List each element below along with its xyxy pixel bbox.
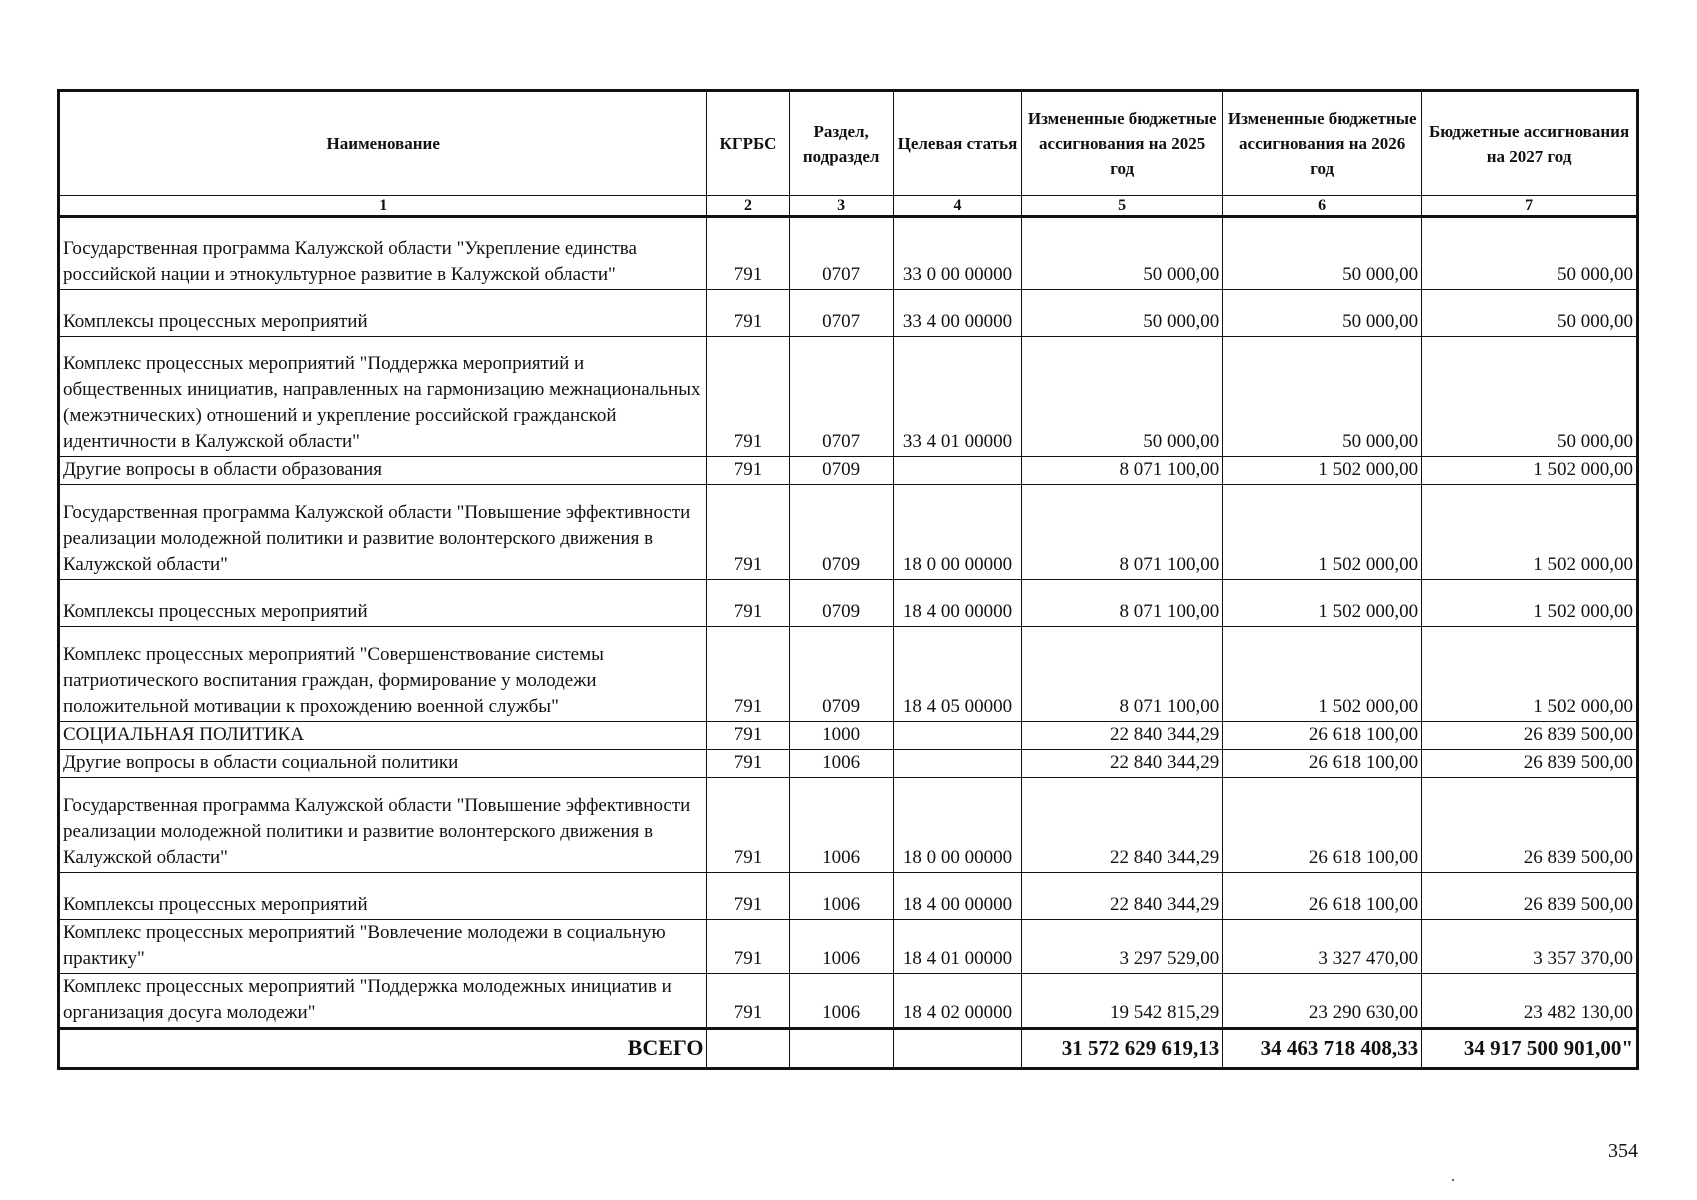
row-target-article: 33 4 00 00000 <box>893 290 1021 337</box>
row-name: Государственная программа Калужской области "Повышение эффективности реализации молодежной политики и развитие волонтерского движения в Калужской области" <box>59 778 707 873</box>
column-number: 4 <box>893 196 1021 217</box>
row-section: 1006 <box>789 974 893 1029</box>
row-name: Комплекс процессных мероприятий "Поддержка молодежных инициатив и организация досуга молодежи" <box>59 974 707 1029</box>
table-row <box>59 337 1638 457</box>
row-section: 0709 <box>789 580 893 627</box>
row-amount-2027: 23 482 130,00 <box>1422 974 1638 1029</box>
row-amount-2025: 22 840 344,29 <box>1022 722 1223 750</box>
total-empty-cell <box>893 1029 1021 1069</box>
row-target-article: 18 4 00 00000 <box>893 873 1021 920</box>
total-label: ВСЕГО <box>59 1029 707 1069</box>
column-number: 5 <box>1022 196 1223 217</box>
total-empty-cell <box>789 1029 893 1069</box>
row-amount-2025: 50 000,00 <box>1022 290 1223 337</box>
header-2025: Измененные бюджетные ассигнования на 2025 год <box>1022 91 1223 196</box>
row-section: 0707 <box>789 290 893 337</box>
row-amount-2025: 50 000,00 <box>1022 217 1223 290</box>
column-number: 7 <box>1422 196 1638 217</box>
row-section: 0709 <box>789 485 893 580</box>
table-row <box>59 778 1638 873</box>
table-row <box>59 627 1638 722</box>
header-row <box>59 91 1638 196</box>
header-2026: Измененные бюджетные ассигнования на 2026 год <box>1223 91 1422 196</box>
header-target-article: Целевая статья <box>893 91 1021 196</box>
row-amount-2027: 26 839 500,00 <box>1422 722 1638 750</box>
row-amount-2025: 8 071 100,00 <box>1022 485 1223 580</box>
table-row <box>59 920 1638 974</box>
row-target-article <box>893 722 1021 750</box>
row-kgrbs: 791 <box>707 920 789 974</box>
table-body <box>59 217 1638 1069</box>
row-amount-2025: 50 000,00 <box>1022 337 1223 457</box>
table-row <box>59 580 1638 627</box>
column-number: 3 <box>789 196 893 217</box>
row-amount-2027: 26 839 500,00 <box>1422 778 1638 873</box>
row-amount-2026: 1 502 000,00 <box>1223 580 1422 627</box>
row-amount-2025: 22 840 344,29 <box>1022 750 1223 778</box>
column-number: 6 <box>1223 196 1422 217</box>
row-amount-2025: 8 071 100,00 <box>1022 457 1223 485</box>
row-amount-2025: 3 297 529,00 <box>1022 920 1223 974</box>
row-amount-2026: 26 618 100,00 <box>1223 750 1422 778</box>
total-2025: 31 572 629 619,13 <box>1022 1029 1223 1069</box>
column-number-row <box>59 196 1638 217</box>
row-amount-2026: 23 290 630,00 <box>1223 974 1422 1029</box>
row-name: Другие вопросы в области образования <box>59 457 707 485</box>
total-2026: 34 463 718 408,33 <box>1223 1029 1422 1069</box>
total-2027: 34 917 500 901,00" <box>1422 1029 1638 1069</box>
header-2027: Бюджетные ассигнования на 2027 год <box>1422 91 1638 196</box>
row-amount-2027: 1 502 000,00 <box>1422 627 1638 722</box>
row-name: Комплексы процессных мероприятий <box>59 873 707 920</box>
row-kgrbs: 791 <box>707 217 789 290</box>
row-kgrbs: 791 <box>707 873 789 920</box>
row-amount-2027: 50 000,00 <box>1422 290 1638 337</box>
row-amount-2025: 8 071 100,00 <box>1022 627 1223 722</box>
row-name: Комплексы процессных мероприятий <box>59 290 707 337</box>
row-amount-2027: 1 502 000,00 <box>1422 485 1638 580</box>
table-row <box>59 290 1638 337</box>
row-kgrbs: 791 <box>707 457 789 485</box>
row-amount-2026: 50 000,00 <box>1223 290 1422 337</box>
table-row <box>59 750 1638 778</box>
row-name: Государственная программа Калужской области "Повышение эффективности реализации молодежной политики и развитие волонтерского движения в Калужской области" <box>59 485 707 580</box>
table-row <box>59 217 1638 290</box>
total-row <box>59 1029 1638 1069</box>
total-empty-cell <box>707 1029 789 1069</box>
row-kgrbs: 791 <box>707 778 789 873</box>
row-amount-2026: 26 618 100,00 <box>1223 722 1422 750</box>
row-amount-2027: 1 502 000,00 <box>1422 580 1638 627</box>
row-section: 0707 <box>789 217 893 290</box>
row-amount-2025: 22 840 344,29 <box>1022 778 1223 873</box>
row-name: Комплексы процессных мероприятий <box>59 580 707 627</box>
row-name: Комплекс процессных мероприятий "Поддержка мероприятий и общественных инициатив, направленных на гармонизацию межнациональных (межэтнических) отношений и укрепление российской гражданской идентичности в Калужской области" <box>59 337 707 457</box>
row-target-article: 18 4 05 00000 <box>893 627 1021 722</box>
row-amount-2027: 1 502 000,00 <box>1422 457 1638 485</box>
row-target-article: 18 4 01 00000 <box>893 920 1021 974</box>
row-target-article: 18 0 00 00000 <box>893 778 1021 873</box>
row-amount-2027: 50 000,00 <box>1422 217 1638 290</box>
row-target-article: 18 0 00 00000 <box>893 485 1021 580</box>
row-section: 0707 <box>789 337 893 457</box>
row-amount-2026: 50 000,00 <box>1223 337 1422 457</box>
table-row <box>59 722 1638 750</box>
row-kgrbs: 791 <box>707 485 789 580</box>
row-amount-2025: 19 542 815,29 <box>1022 974 1223 1029</box>
row-kgrbs: 791 <box>707 974 789 1029</box>
table-row <box>59 485 1638 580</box>
row-amount-2027: 50 000,00 <box>1422 337 1638 457</box>
row-amount-2026: 26 618 100,00 <box>1223 778 1422 873</box>
row-amount-2026: 1 502 000,00 <box>1223 485 1422 580</box>
table-row <box>59 974 1638 1029</box>
row-target-article <box>893 750 1021 778</box>
header-section: Раздел, подраздел <box>789 91 893 196</box>
row-target-article <box>893 457 1021 485</box>
row-kgrbs: 791 <box>707 722 789 750</box>
row-name: СОЦИАЛЬНАЯ ПОЛИТИКА <box>59 722 707 750</box>
header-name: Наименование <box>59 91 707 196</box>
row-kgrbs: 791 <box>707 750 789 778</box>
row-amount-2027: 3 357 370,00 <box>1422 920 1638 974</box>
table-row <box>59 457 1638 485</box>
row-amount-2027: 26 839 500,00 <box>1422 750 1638 778</box>
budget-table <box>57 89 1639 1070</box>
row-amount-2027: 26 839 500,00 <box>1422 873 1638 920</box>
row-section: 1006 <box>789 750 893 778</box>
row-kgrbs: 791 <box>707 627 789 722</box>
row-section: 1006 <box>789 920 893 974</box>
row-name: Другие вопросы в области социальной политики <box>59 750 707 778</box>
column-number: 1 <box>59 196 707 217</box>
row-kgrbs: 791 <box>707 337 789 457</box>
row-target-article: 18 4 00 00000 <box>893 580 1021 627</box>
table-row <box>59 873 1638 920</box>
row-target-article: 18 4 02 00000 <box>893 974 1021 1029</box>
row-section: 0709 <box>789 457 893 485</box>
row-section: 1006 <box>789 778 893 873</box>
page-number: 354 <box>1608 1140 1638 1162</box>
row-amount-2026: 1 502 000,00 <box>1223 457 1422 485</box>
row-section: 1000 <box>789 722 893 750</box>
row-section: 1006 <box>789 873 893 920</box>
row-kgrbs: 791 <box>707 580 789 627</box>
row-name: Комплекс процессных мероприятий "Вовлечение молодежи в социальную практику" <box>59 920 707 974</box>
column-number: 2 <box>707 196 789 217</box>
row-amount-2025: 8 071 100,00 <box>1022 580 1223 627</box>
row-target-article: 33 4 01 00000 <box>893 337 1021 457</box>
row-section: 0709 <box>789 627 893 722</box>
row-amount-2026: 50 000,00 <box>1223 217 1422 290</box>
row-name: Государственная программа Калужской области "Укрепление единства российской нации и этнокультурное развитие в Калужской области" <box>59 217 707 290</box>
row-amount-2026: 3 327 470,00 <box>1223 920 1422 974</box>
row-kgrbs: 791 <box>707 290 789 337</box>
row-amount-2026: 1 502 000,00 <box>1223 627 1422 722</box>
row-amount-2026: 26 618 100,00 <box>1223 873 1422 920</box>
row-target-article: 33 0 00 00000 <box>893 217 1021 290</box>
row-name: Комплекс процессных мероприятий "Совершенствование системы патриотического воспитания граждан, формирование у молодежи положительной мотивации к прохождению военной службы" <box>59 627 707 722</box>
row-amount-2025: 22 840 344,29 <box>1022 873 1223 920</box>
header-kgrbs: КГРБС <box>707 91 789 196</box>
scan-speck <box>1452 1179 1454 1181</box>
